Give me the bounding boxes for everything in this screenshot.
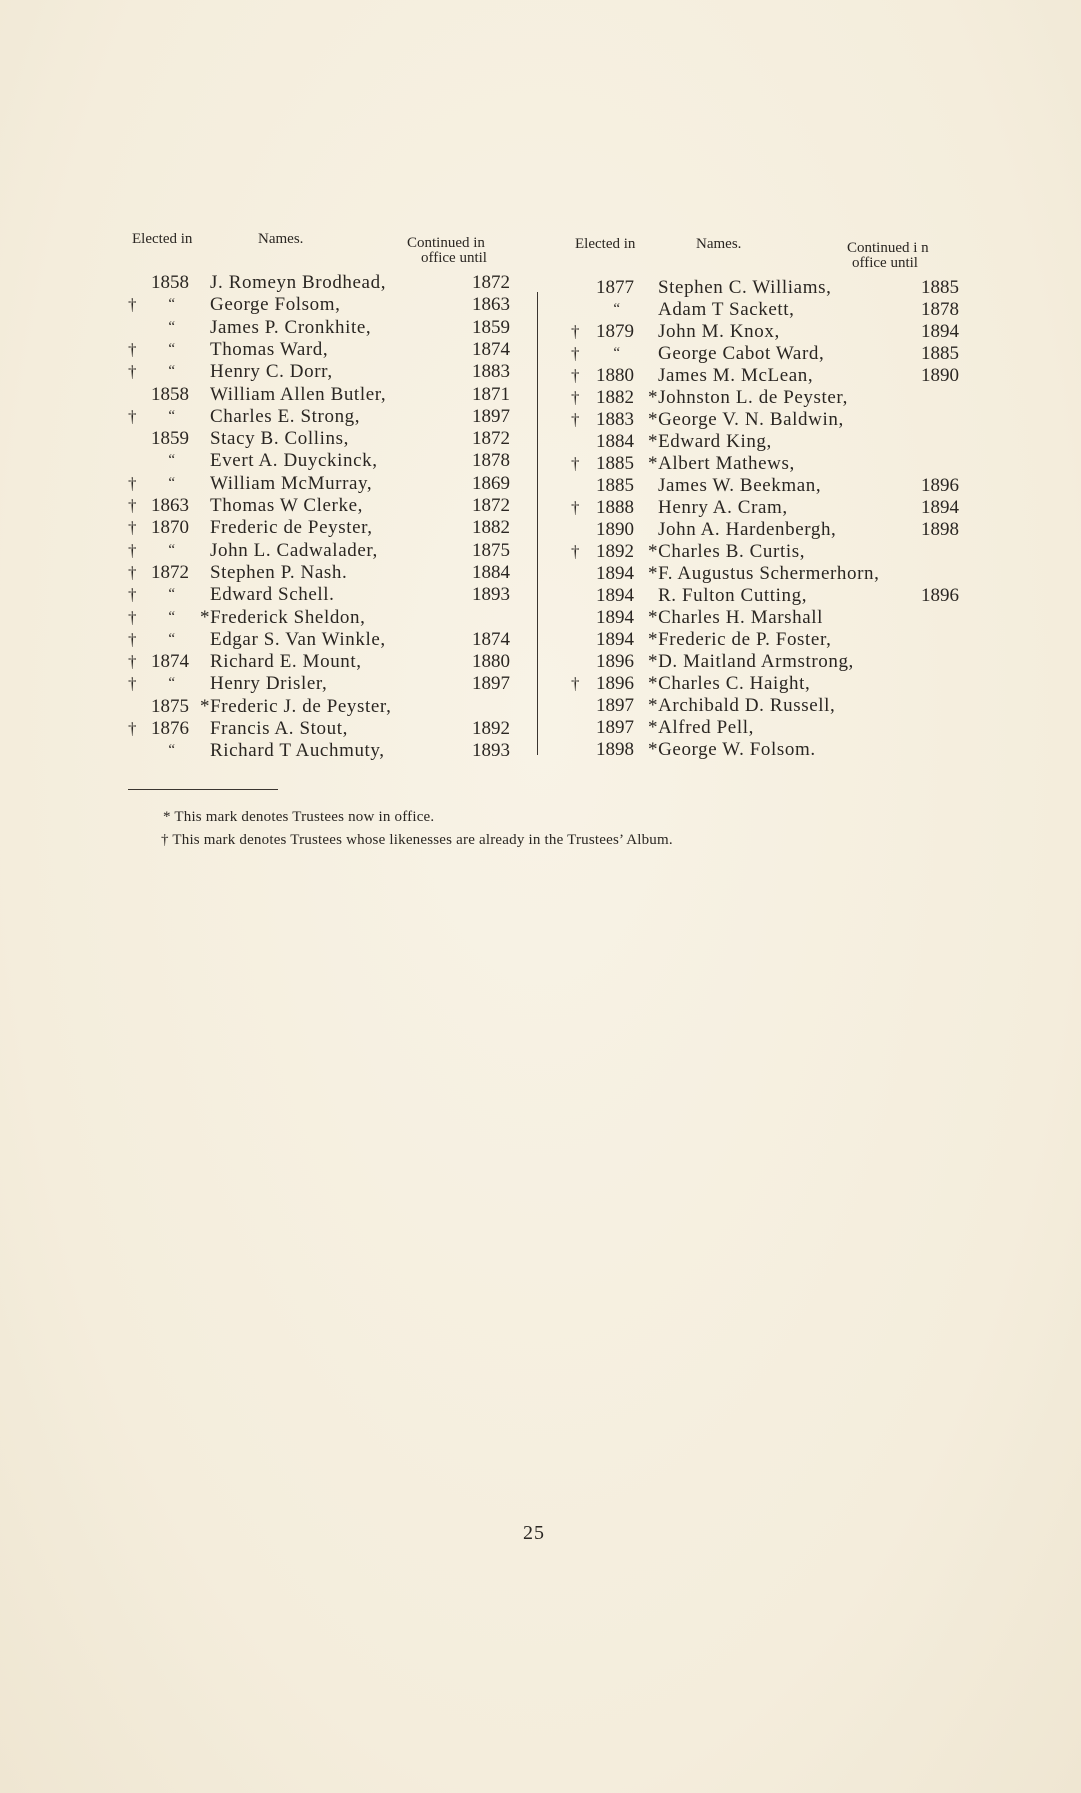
trustee-name: Richard E. Mount, — [210, 651, 362, 673]
dagger-mark: † — [571, 454, 580, 473]
trustee-row — [571, 364, 959, 387]
left-header-names: Names. — [258, 231, 304, 247]
continued-until-year: 1878 — [472, 450, 510, 472]
dagger-mark: † — [128, 518, 137, 538]
trustee-name: Adam T Sackett, — [658, 299, 795, 320]
trustee-row — [128, 449, 510, 472]
elected-year: 1877 — [596, 277, 634, 298]
continued-until-year: 1874 — [472, 628, 510, 650]
elected-year: 1896 — [596, 673, 634, 694]
trustee-name: Evert A. Duyckinck, — [210, 450, 378, 472]
continued-until-year: 1894 — [921, 497, 959, 518]
elected-year: “ — [168, 742, 175, 759]
trustee-row — [571, 408, 959, 431]
dagger-mark: † — [571, 344, 580, 363]
trustee-name: Edgar S. Van Winkle, — [210, 628, 386, 650]
continued-until-year: 1874 — [472, 338, 510, 360]
trustee-row — [128, 583, 510, 606]
elected-year: 1894 — [596, 585, 634, 606]
dagger-mark: † — [128, 674, 137, 694]
dagger-mark: † — [128, 339, 137, 359]
trustee-name: Henry C. Dorr, — [210, 361, 333, 383]
elected-year: 1858 — [151, 272, 189, 293]
trustee-name: J. Romeyn Brodhead, — [210, 272, 387, 293]
trustee-row — [128, 606, 510, 629]
continued-until-year: 1890 — [921, 365, 959, 386]
trustee-name: *Albert Mathews, — [648, 453, 795, 474]
trustee-name: *D. Maitland Armstrong, — [648, 651, 854, 672]
dagger-mark: † — [128, 295, 137, 315]
trustee-name: *Charles C. Haight, — [648, 673, 811, 694]
continued-until-year: 1896 — [921, 475, 959, 496]
dagger-mark: † — [128, 473, 137, 493]
elected-year: “ — [168, 318, 175, 335]
trustee-row — [571, 606, 959, 629]
elected-year: 1890 — [596, 519, 634, 540]
trustee-row — [128, 338, 510, 361]
left-header-until-2: office until — [421, 250, 487, 266]
elected-year: “ — [168, 586, 175, 603]
trustee-name: *Edward King, — [648, 431, 772, 452]
dagger-mark: † — [128, 607, 137, 627]
trustee-name: John M. Knox, — [658, 321, 780, 342]
elected-year: “ — [613, 301, 620, 317]
trustee-row — [571, 628, 959, 651]
continued-until-year: 1872 — [472, 428, 510, 450]
elected-year: 1897 — [596, 695, 634, 716]
trustee-row — [128, 427, 510, 450]
trustee-name: James P. Cronkhite, — [210, 316, 372, 338]
elected-year: 1870 — [151, 517, 189, 539]
dagger-mark: † — [128, 652, 137, 672]
trustee-name: *Frederick Sheldon, — [200, 606, 366, 628]
trustee-name: John L. Cadwalader, — [210, 539, 378, 561]
trustee-name: *Archibald D. Russell, — [648, 695, 836, 716]
elected-year: 1858 — [151, 383, 189, 405]
trustee-row — [571, 738, 959, 761]
elected-year: “ — [168, 541, 175, 558]
continued-until-year: 1893 — [472, 584, 510, 606]
trustee-row — [128, 628, 510, 651]
elected-year: 1894 — [596, 629, 634, 650]
elected-year: “ — [168, 363, 175, 380]
trustee-name: James W. Beekman, — [658, 475, 822, 496]
continued-until-year: 1880 — [472, 651, 510, 673]
elected-year: 1879 — [596, 321, 634, 342]
trustee-row — [128, 271, 510, 294]
trustee-name: Francis A. Stout, — [210, 718, 348, 739]
continued-until-year: 1859 — [472, 316, 510, 338]
elected-year: 1882 — [596, 387, 634, 408]
trustee-name: James M. McLean, — [658, 365, 814, 386]
elected-year: “ — [168, 608, 175, 625]
trustee-name: R. Fulton Cutting, — [658, 585, 808, 606]
trustee-name: Charles E. Strong, — [210, 405, 361, 427]
dagger-mark: † — [128, 585, 137, 605]
dagger-mark: † — [571, 322, 580, 341]
trustee-name: Henry A. Cram, — [658, 497, 788, 518]
column-divider — [537, 292, 538, 755]
trustee-row — [571, 496, 959, 519]
elected-year: 1876 — [151, 718, 189, 739]
page-number: 25 — [523, 1522, 545, 1544]
trustee-name: Edward Schell. — [210, 584, 335, 606]
continued-until-year: 1885 — [921, 277, 959, 298]
trustee-row — [128, 561, 510, 584]
elected-year: “ — [168, 407, 175, 424]
elected-year: 1896 — [596, 651, 634, 672]
trustee-name: *George W. Folsom. — [648, 739, 816, 760]
trustee-row — [128, 316, 510, 339]
continued-until-year: 1863 — [472, 294, 510, 316]
elected-year: 1872 — [151, 561, 189, 583]
dagger-mark: † — [571, 542, 580, 561]
elected-year: “ — [168, 474, 175, 491]
right-header-until-1: Continued i n — [847, 240, 929, 256]
trustee-row — [128, 405, 510, 428]
dagger-mark: † — [128, 562, 137, 582]
trustee-row — [128, 383, 510, 406]
continued-until-year: 1898 — [921, 519, 959, 540]
trustee-row — [128, 539, 510, 562]
trustee-row — [128, 717, 510, 740]
trustee-name: Thomas Ward, — [210, 338, 329, 360]
trustee-row — [571, 298, 959, 321]
footnote-dagger: † This mark denotes Trustees whose likenesses are already in the Trustees’ Album. — [161, 832, 673, 848]
continued-until-year: 1893 — [472, 740, 510, 762]
continued-until-year: 1897 — [472, 405, 510, 427]
elected-year: “ — [613, 345, 620, 361]
left-header-until-1: Continued in — [407, 235, 485, 251]
elected-year: “ — [168, 630, 175, 647]
elected-year: 1863 — [151, 495, 189, 516]
trustee-name: Stephen P. Nash. — [210, 561, 348, 583]
trustee-row — [571, 342, 959, 365]
trustee-name: George Cabot Ward, — [658, 343, 825, 364]
trustee-name: John A. Hardenbergh, — [658, 519, 837, 540]
elected-year: 1888 — [596, 497, 634, 518]
trustee-row — [128, 472, 510, 495]
elected-year: 1859 — [151, 428, 189, 450]
trustee-row — [128, 695, 510, 718]
elected-year: “ — [168, 340, 175, 357]
elected-year: 1894 — [596, 607, 634, 628]
elected-year: 1885 — [596, 475, 634, 496]
elected-year: “ — [168, 452, 175, 469]
trustee-row — [128, 293, 510, 316]
trustee-name: Henry Drisler, — [210, 673, 328, 695]
trustee-row — [571, 320, 959, 343]
dagger-mark: † — [571, 498, 580, 517]
trustee-row — [571, 540, 959, 563]
continued-until-year: 1872 — [472, 272, 510, 293]
trustee-row — [128, 360, 510, 383]
trustee-row — [571, 672, 959, 695]
trustee-name: George Folsom, — [210, 294, 341, 316]
continued-until-year: 1892 — [472, 718, 510, 739]
elected-year: 1897 — [596, 717, 634, 738]
continued-until-year: 1872 — [472, 495, 510, 516]
dagger-mark: † — [571, 366, 580, 385]
trustee-row — [571, 474, 959, 497]
trustee-name: Stacy B. Collins, — [210, 428, 349, 450]
trustee-row — [571, 562, 959, 585]
continued-until-year: 1885 — [921, 343, 959, 364]
trustee-row — [571, 650, 959, 673]
dagger-mark: † — [571, 674, 580, 693]
right-header-names: Names. — [696, 236, 742, 252]
footnote-rule — [128, 789, 278, 790]
trustee-name: *Charles B. Curtis, — [648, 541, 806, 562]
trustee-row — [571, 518, 959, 541]
continued-until-year: 1896 — [921, 585, 959, 606]
dagger-mark: † — [128, 629, 137, 649]
trustee-name: *Frederic de P. Foster, — [648, 629, 832, 650]
dagger-mark: † — [128, 719, 137, 738]
trustee-name: Frederic de Peyster, — [210, 517, 373, 539]
elected-year: “ — [168, 296, 175, 313]
dagger-mark: † — [128, 496, 137, 515]
continued-until-year: 1884 — [472, 561, 510, 583]
continued-until-year: 1882 — [472, 517, 510, 539]
trustee-name: William McMurray, — [210, 472, 373, 494]
trustee-row — [571, 716, 959, 739]
trustee-name: *Johnston L. de Peyster, — [648, 387, 848, 408]
trustee-name: *Alfred Pell, — [648, 717, 754, 738]
trustee-row — [571, 584, 959, 607]
dagger-mark: † — [128, 540, 137, 560]
trustee-row — [128, 739, 510, 762]
trustee-row — [571, 276, 959, 299]
trustee-name: *George V. N. Baldwin, — [648, 409, 844, 430]
continued-until-year: 1894 — [921, 321, 959, 342]
right-header-until-2: office until — [852, 255, 918, 271]
footnote-asterisk: * This mark denotes Trustees now in office. — [163, 809, 435, 825]
elected-year: 1894 — [596, 563, 634, 584]
trustee-name: Thomas W Clerke, — [210, 495, 363, 516]
elected-year: 1884 — [596, 431, 634, 452]
elected-year: 1880 — [596, 365, 634, 386]
trustee-name: Stephen C. Williams, — [658, 277, 832, 298]
trustee-row — [571, 430, 959, 453]
dagger-mark: † — [128, 406, 137, 426]
trustee-row — [128, 672, 510, 695]
continued-until-year: 1875 — [472, 539, 510, 561]
elected-year: 1875 — [151, 695, 189, 717]
continued-until-year: 1878 — [921, 299, 959, 320]
continued-until-year: 1871 — [472, 383, 510, 405]
dagger-mark: † — [571, 388, 580, 407]
trustee-row — [571, 694, 959, 717]
elected-year: 1874 — [151, 651, 189, 673]
elected-year: “ — [168, 675, 175, 692]
elected-year: 1885 — [596, 453, 634, 474]
elected-year: 1898 — [596, 739, 634, 760]
dagger-mark: † — [571, 410, 580, 429]
elected-year: 1892 — [596, 541, 634, 562]
trustee-name: Richard T Auchmuty, — [210, 740, 385, 762]
continued-until-year: 1883 — [472, 361, 510, 383]
left-header-elected: Elected in — [132, 231, 193, 247]
trustee-name: *Frederic J. de Peyster, — [200, 695, 392, 717]
trustee-row — [128, 516, 510, 539]
trustee-name: William Allen Butler, — [210, 383, 387, 405]
trustee-name: *F. Augustus Schermerhorn, — [648, 563, 880, 584]
continued-until-year: 1897 — [472, 673, 510, 695]
trustee-row — [128, 650, 510, 673]
trustee-row — [571, 386, 959, 409]
elected-year: 1883 — [596, 409, 634, 430]
trustee-row — [571, 452, 959, 475]
trustee-name: *Charles H. Marshall — [648, 607, 824, 628]
trustee-row — [128, 494, 510, 517]
right-header-elected: Elected in — [575, 236, 636, 252]
dagger-mark: † — [128, 362, 137, 382]
continued-until-year: 1869 — [472, 472, 510, 494]
